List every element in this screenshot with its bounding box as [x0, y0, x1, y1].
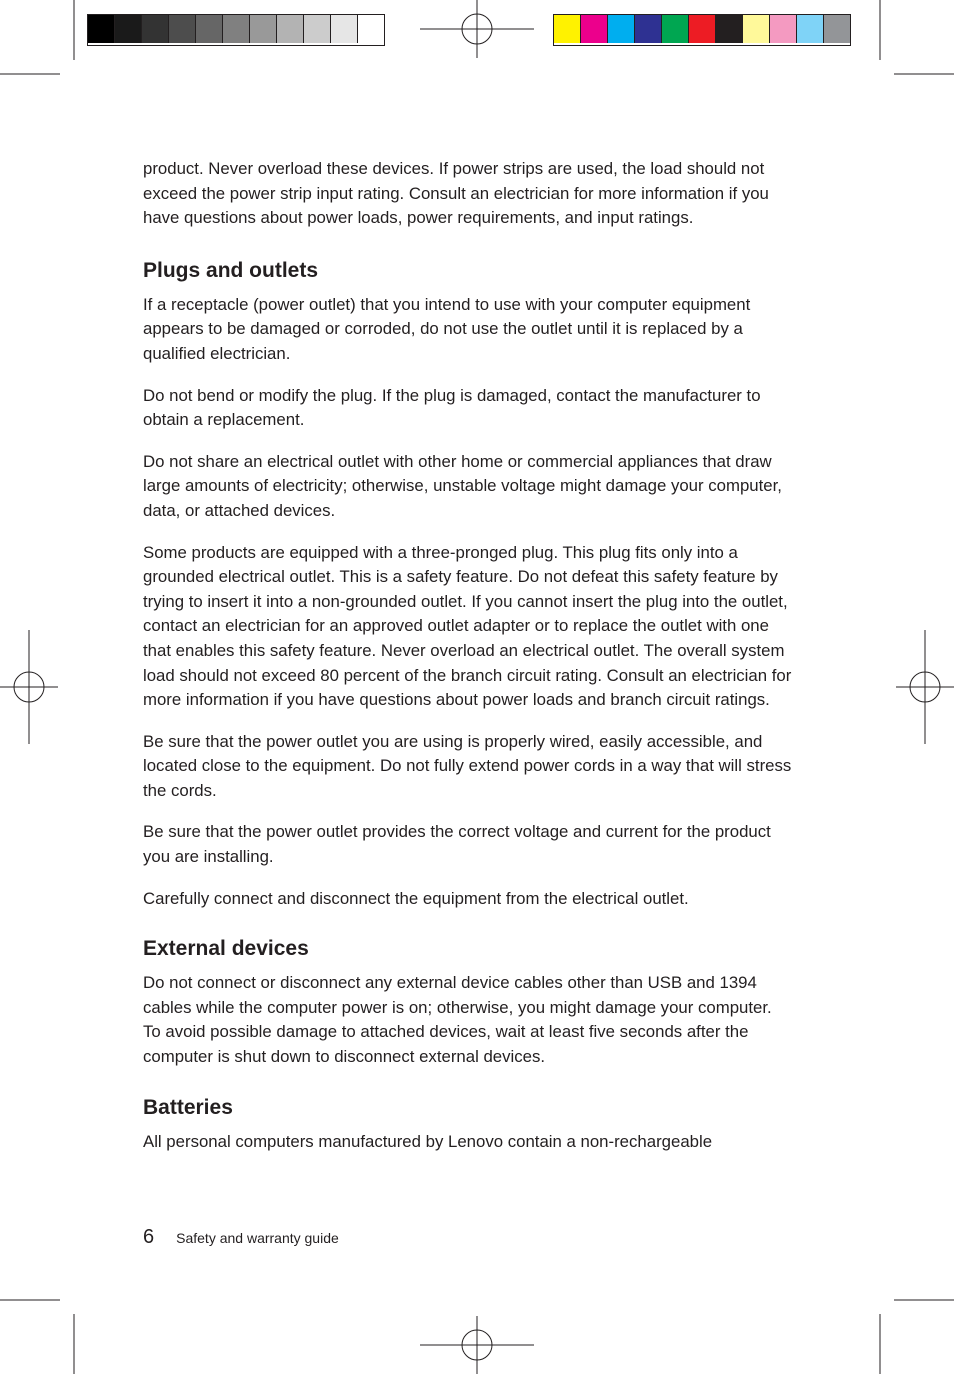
color-swatch	[689, 15, 716, 43]
color-swatch	[770, 15, 797, 43]
color-swatch	[608, 15, 635, 43]
color-swatch	[581, 15, 608, 43]
plugs-paragraph-4: Some products are equipped with a three-pronged plug. This plug fits only into a grounded electrical outlet. This is a safety feature. Do not defeat this safety feature by trying to insert it into a non-grounded outlet. If you cannot insert the plug into the outlet, contact an electrician for an approved outlet adapter or to replace the outlet with one that enables this safety feature. Never overload an electrical outlet. The overall system load should not exceed 80 percent of the branch circuit rating. Consult an electrician for more information if you have questions about power loads and branch circuit ratings.	[143, 542, 792, 710]
plugs-paragraph-5: Be sure that the power outlet you are using is properly wired, easily accessible, and located close to the equipment. Do not fully extend power cords in a way that will stress the cords.	[143, 731, 792, 800]
page-content	[143, 157, 793, 1171]
batteries-paragraph-1: All personal computers manufactured by Lenovo contain a non-rechargeable	[143, 1131, 713, 1151]
color-swatch	[635, 15, 662, 43]
plugs-paragraph-1: If a receptacle (power outlet) that you intend to use with your computer equipment appears to be damaged or corroded, do not use the outlet until it is replaced by a qualified electrician.	[143, 294, 751, 363]
color-swatch	[824, 15, 850, 43]
color-swatch	[358, 15, 384, 43]
color-swatch	[716, 15, 743, 43]
color-swatch	[142, 15, 169, 43]
process-color-bar	[553, 14, 851, 46]
color-swatch	[797, 15, 824, 43]
external-paragraph-1: Do not connect or disconnect any external device cables other than USB and 1394 cables while the computer power is on; otherwise, you might damage your computer. To avoid possible damage to attached devices, wait at least five seconds after the computer is shut down to disconnect external devices.	[143, 973, 772, 1067]
color-swatch	[554, 15, 581, 43]
heading-plugs-and-outlets: Plugs and outlets	[143, 258, 319, 282]
color-swatch	[88, 15, 115, 43]
color-swatch	[331, 15, 358, 43]
page-number: 6	[143, 1226, 155, 1248]
color-swatch	[277, 15, 304, 43]
color-swatch	[169, 15, 196, 43]
page-footer	[143, 1226, 339, 1249]
color-swatch	[250, 15, 277, 43]
heading-external-devices: External devices	[143, 937, 309, 961]
running-title: Safety and warranty guide	[176, 1230, 339, 1246]
plugs-paragraph-3: Do not share an electrical outlet with other home or commercial appliances that draw large amounts of electricity; otherwise, unstable voltage might damage your computer, data, or attached devices.	[143, 451, 782, 520]
color-swatch	[223, 15, 250, 43]
plugs-paragraph-2: Do not bend or modify the plug. If the plug is damaged, contact the manufacturer to obtain a replacement.	[143, 385, 761, 430]
grayscale-color-bar	[87, 14, 385, 46]
color-swatch	[304, 15, 331, 43]
color-swatch	[662, 15, 689, 43]
intro-paragraph: product. Never overload these devices. If power strips are used, the load should not exceed the power strip input rating. Consult an electrician for more information if you have questions about power loads, power requirements, and input ratings.	[143, 159, 769, 228]
color-swatch	[743, 15, 770, 43]
color-swatch	[115, 15, 142, 43]
heading-batteries: Batteries	[143, 1095, 233, 1119]
color-swatch	[196, 15, 223, 43]
plugs-paragraph-6: Be sure that the power outlet provides the correct voltage and current for the product you are installing.	[143, 822, 771, 867]
plugs-paragraph-7: Carefully connect and disconnect the equipment from the electrical outlet.	[143, 888, 689, 908]
